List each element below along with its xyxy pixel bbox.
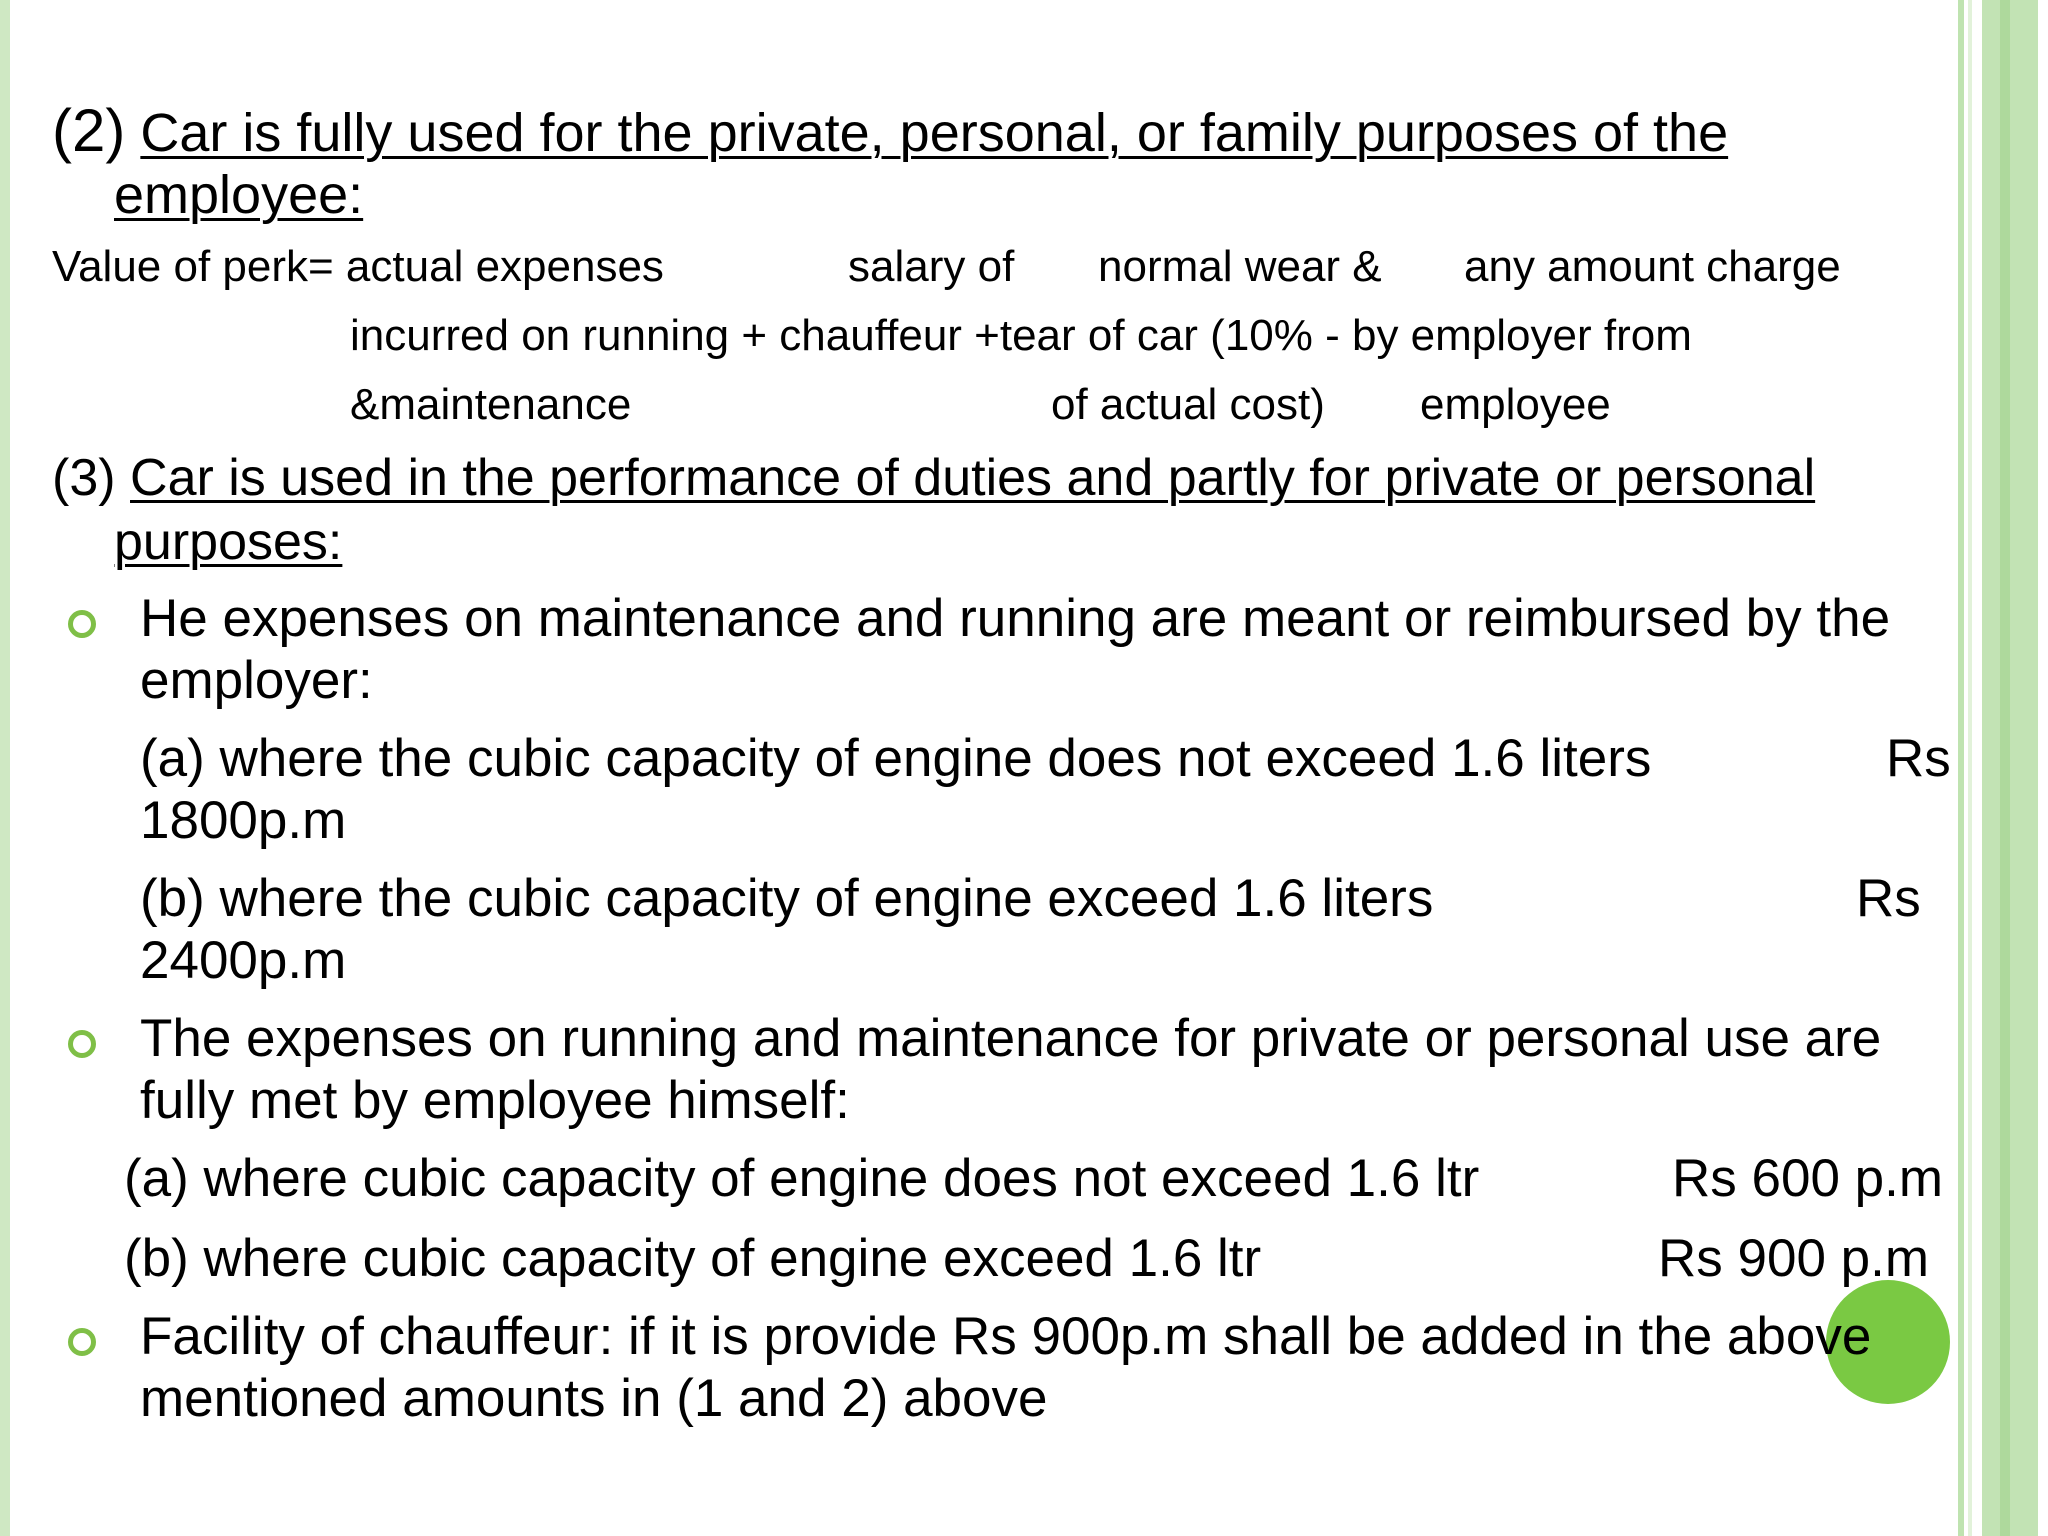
bullet3-line1: Facility of chauffeur: if it is provide Rs 900p.m shall be added in the above [140,1307,1872,1366]
formula-actual-cost: of actual cost) [1051,380,1325,429]
bullet1-item-b-rs: Rs [1856,869,1921,928]
section3-heading-line2: purposes: [114,513,343,571]
bullet3-line2: mentioned amounts in (1 and 2) above [140,1369,1048,1428]
bullet1-item-a-amount: 1800p.m [140,791,347,850]
section2-heading-line2: employee: [114,165,364,225]
left-border [0,0,10,1536]
bullet1-line1: He expenses on maintenance and running are meant or reimbursed by the [140,589,1891,648]
bullet2-line2: fully met by employee himself: [140,1071,850,1130]
section3-number: (3) [52,449,116,507]
right-border-band [1982,0,2038,1536]
formula-employee: employee [1420,380,1611,429]
bullet2-item-b-text: (b) where cubic capacity of engine exceed 1.6 ltr [124,1229,1262,1288]
bullet2-item-a-text: (a) where cubic capacity of engine does not exceed 1.6 ltr [124,1149,1480,1208]
bullet2-item-b-amount: Rs 900 p.m [1658,1229,1930,1288]
formula-label: Value of perk= actual expenses [52,242,664,291]
section3-heading [52,448,1815,508]
section2-heading [52,96,1728,165]
section2-number: (2) [52,97,126,164]
section2-heading-line1: Car is fully used for the private, personal, or family purposes of the [140,103,1729,163]
bullet1-line2: employer: [140,651,373,710]
formula-salary: salary of [848,242,1015,291]
bullet1-item-a-text: (a) where the cubic capacity of engine does not exceed 1.6 liters [140,729,1652,788]
bullet-circle-icon [68,610,96,638]
right-border-stripe [1958,0,1964,1536]
section3-heading-line1: Car is used in the performance of duties and partly for private or personal [130,449,1816,507]
bullet2-line1: The expenses on running and maintenance for private or personal use are [140,1009,1882,1068]
formula-wear: normal wear & [1098,242,1382,291]
formula-charge: any amount charge [1464,242,1841,291]
bullet1-item-b-text: (b) where the cubic capacity of engine exceed 1.6 liters [140,869,1434,928]
bullet2-item-a-amount: Rs 600 p.m [1672,1149,1944,1208]
right-border-band-inner [2000,0,2010,1536]
formula-maintenance: &maintenance [350,380,632,429]
bullet-circle-icon [68,1030,96,1058]
formula-row2: incurred on running + chauffeur +tear of car (10% - by employer from [350,311,1692,360]
bullet1-item-b-amount: 2400p.m [140,931,347,990]
right-border-stripe [1968,0,1972,1536]
bullet1-item-a-rs: Rs [1886,729,1951,788]
bullet-circle-icon [68,1328,96,1356]
